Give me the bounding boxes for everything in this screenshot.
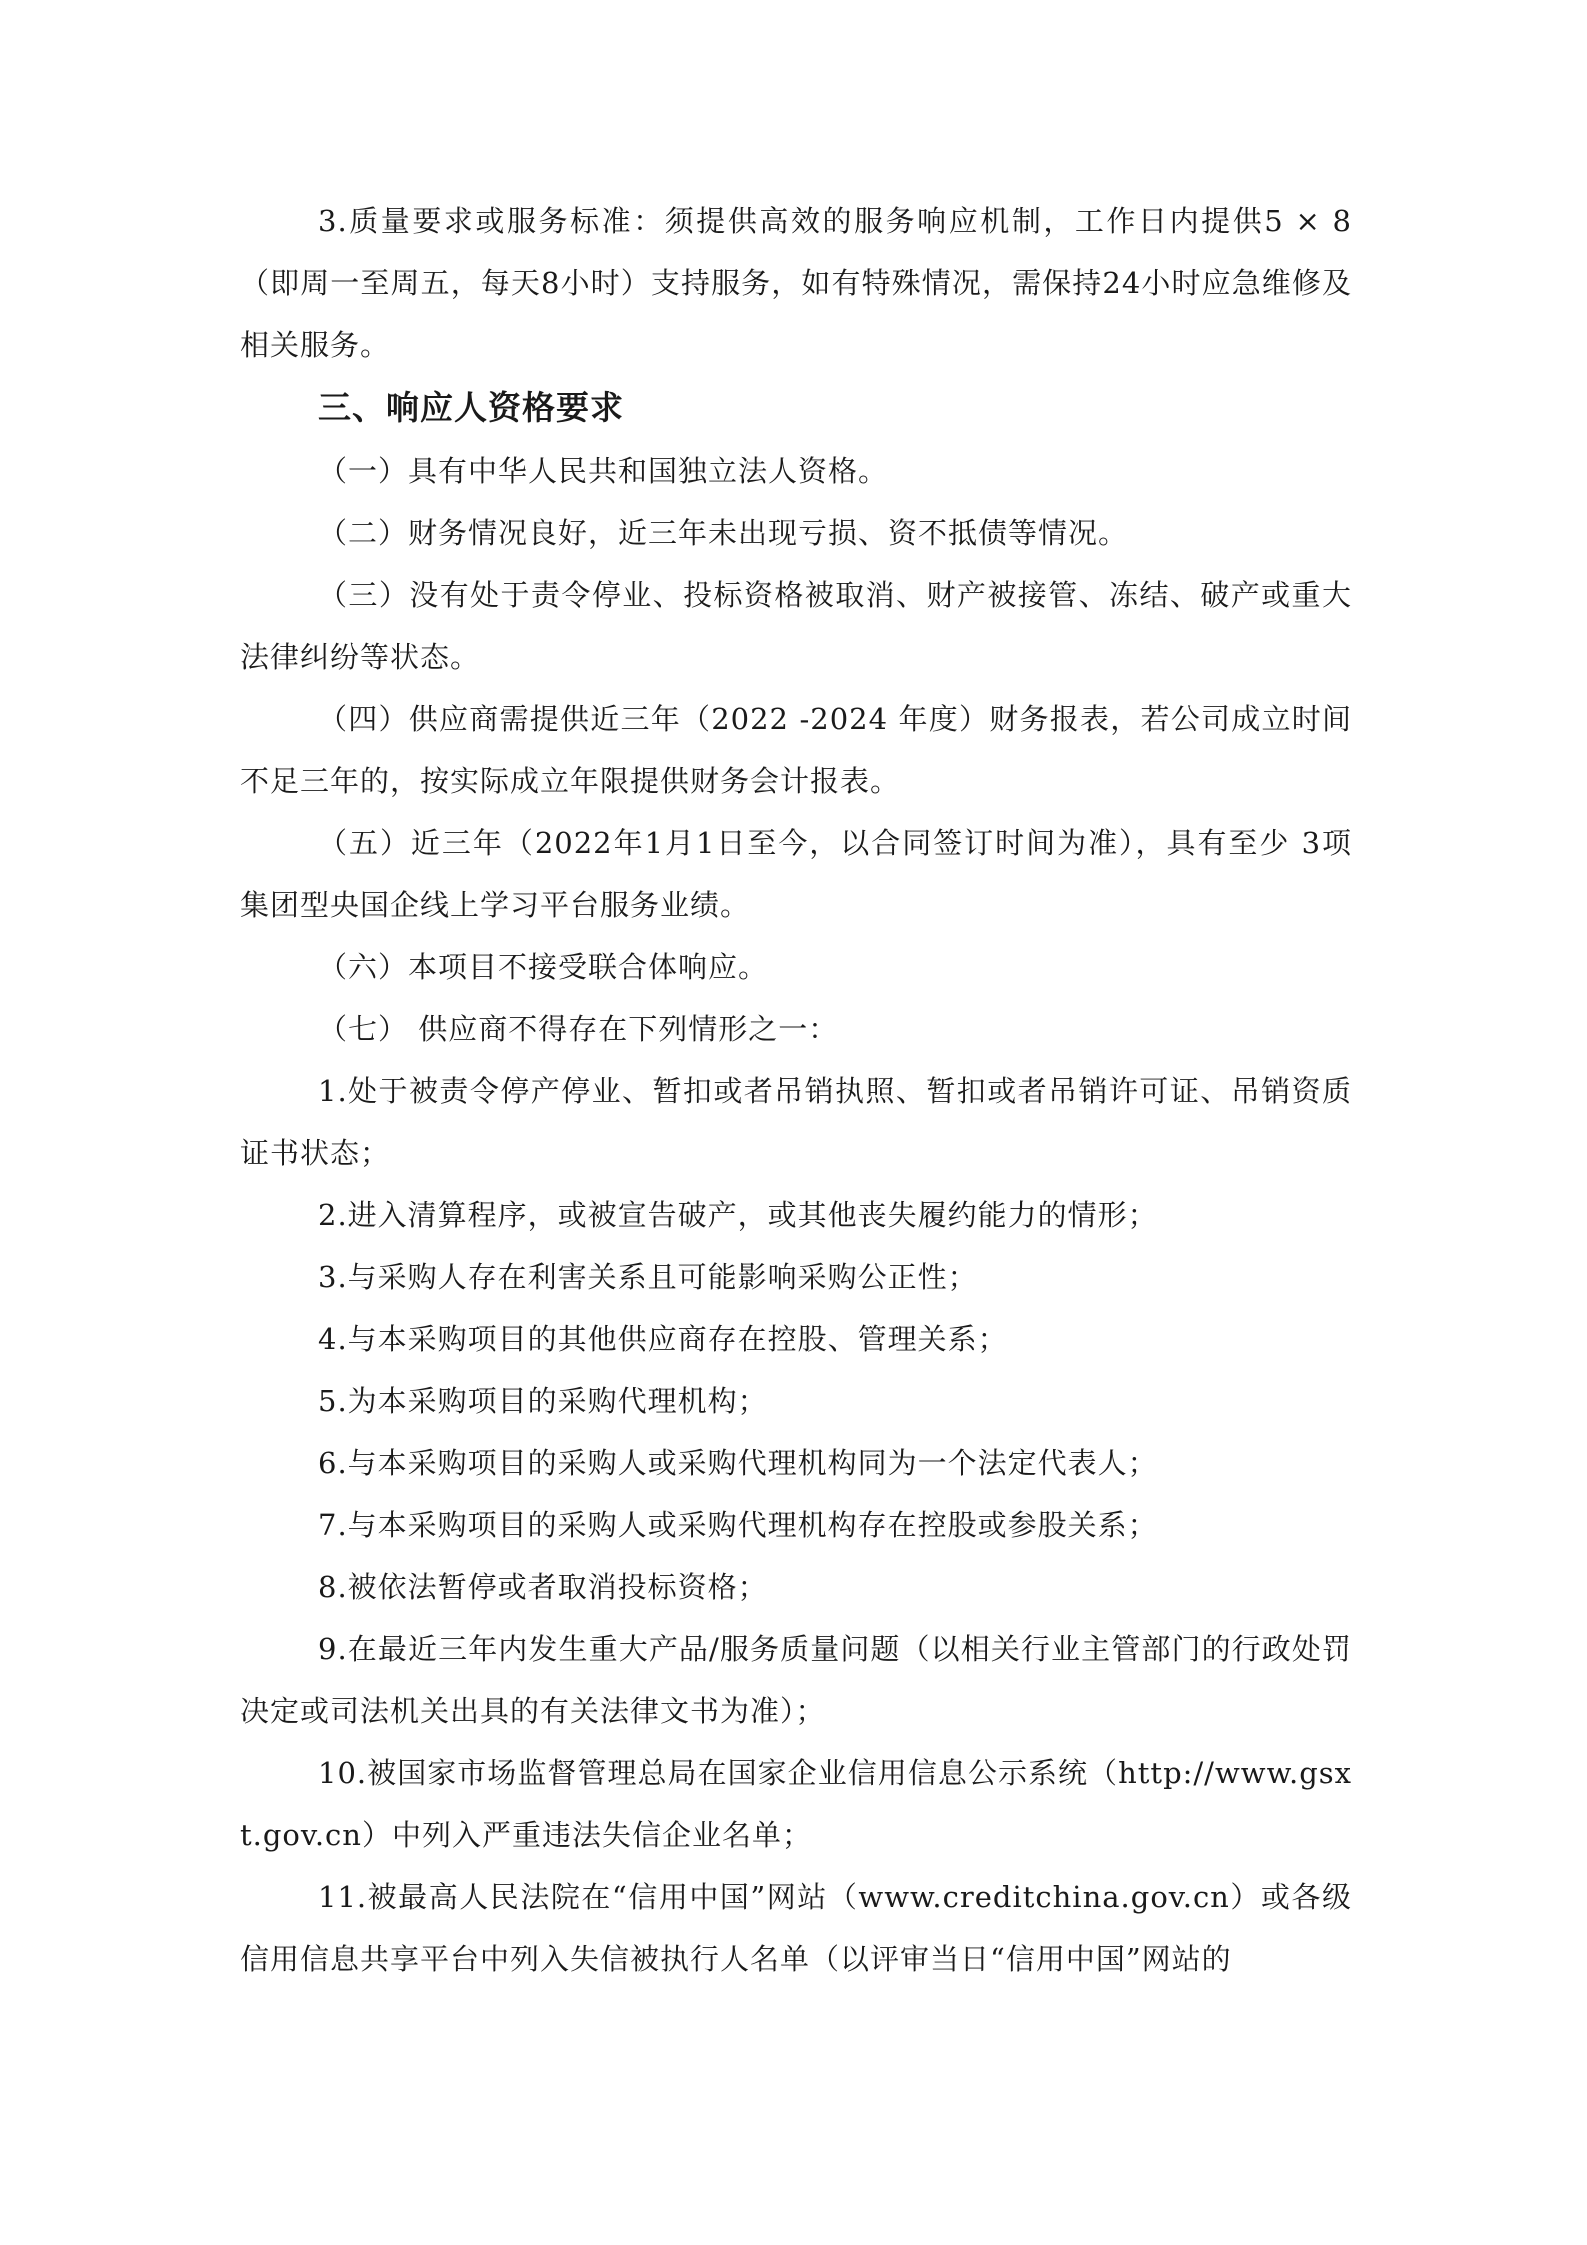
paragraph-quality-standard: 3.质量要求或服务标准：须提供高效的服务响应机制，工作日内提供5 × 8（即周一至周五，每天8小时）支持服务，如有特殊情况，需保持24小时应急维修及相关服务。 xyxy=(240,204,1352,362)
paragraph-qualification-3: （三）没有处于责令停业、投标资格被取消、财产被接管、冻结、破产或重大法律纠纷等状态。 xyxy=(240,578,1352,674)
list-item-condition-7: 7.与本采购项目的采购人或采购代理机构存在控股或参股关系； xyxy=(318,1508,1158,1542)
paragraph-qualification-4: （四）供应商需提供近三年（2022 -2024 年度）财务报表，若公司成立时间不足三年的，按实际成立年限提供财务会计报表。 xyxy=(240,702,1352,798)
paragraph-qualification-7: （七） 供应商不得存在下列情形之一： xyxy=(318,1012,839,1046)
list-item-condition-1: 1.处于被责令停产停业、暂扣或者吊销执照、暂扣或者吊销许可证、吊销资质证书状态； xyxy=(240,1074,1352,1170)
list-item-condition-5: 5.为本采购项目的采购代理机构； xyxy=(318,1384,768,1418)
paragraph-qualification-6: （六）本项目不接受联合体响应。 xyxy=(318,950,769,984)
list-item-condition-4: 4.与本采购项目的其他供应商存在控股、管理关系； xyxy=(318,1322,1008,1356)
list-item-condition-6: 6.与本采购项目的采购人或采购代理机构同为一个法定代表人； xyxy=(318,1446,1158,1480)
section-heading-qualification: 三、响应人资格要求 xyxy=(318,388,624,427)
list-item-condition-2: 2.进入清算程序，或被宣告破产，或其他丧失履约能力的情形； xyxy=(318,1198,1158,1232)
list-item-condition-11: 11.被最高人民法院在“信用中国”网站（www.creditchina.gov.cn）或各级信用信息共享平台中列入失信被执行人名单（以评审当日“信用中国”网站的 xyxy=(240,1880,1352,1976)
paragraph-qualification-2: （二）财务情况良好，近三年未出现亏损、资不抵债等情况。 xyxy=(318,516,1129,550)
paragraph-qualification-5: （五）近三年（2022年1月1日至今，以合同签订时间为准），具有至少 3项 集团型央国企线上学习平台服务业绩。 xyxy=(240,826,1352,922)
list-item-condition-9: 9.在最近三年内发生重大产品/服务质量问题（以相关行业主管部门的行政处罚决定或司法机关出具的有关法律文书为准）； xyxy=(240,1632,1352,1728)
list-item-condition-8: 8.被依法暂停或者取消投标资格； xyxy=(318,1570,768,1604)
list-item-condition-10: 10.被国家市场监督管理总局在国家企业信用信息公示系统（http://www.gsxt.gov.cn）中列入严重违法失信企业名单； xyxy=(240,1756,1352,1852)
document-body xyxy=(240,190,1352,1990)
list-item-condition-3: 3.与采购人存在利害关系且可能影响采购公正性； xyxy=(318,1260,978,1294)
paragraph-qualification-1: （一）具有中华人民共和国独立法人资格。 xyxy=(318,454,889,488)
